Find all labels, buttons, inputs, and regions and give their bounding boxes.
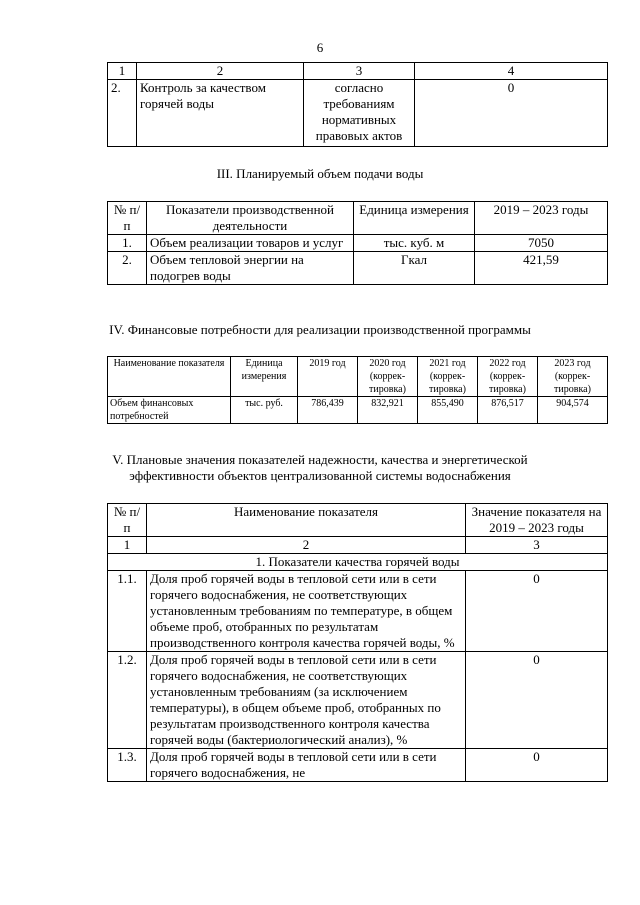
section-title: IV. Финансовые потребности для реализации производственной программы bbox=[109, 322, 531, 337]
row-value: 0 bbox=[466, 571, 608, 652]
header-cell: 2019 – 2023 годы bbox=[475, 202, 608, 235]
row-value: 0 bbox=[466, 749, 608, 782]
page-number: 6 bbox=[316, 40, 324, 55]
table-header-row bbox=[108, 63, 608, 80]
table-financial-needs bbox=[107, 356, 608, 424]
header-cell: № п/п bbox=[108, 504, 147, 537]
table-indicators bbox=[107, 503, 608, 782]
header-cell: 2019 год bbox=[298, 357, 358, 397]
row-name: Доля проб горячей воды в тепловой сети или в сети горячего водоснабжения, не соответствующих установленным требованиям (за исключением температуры), в общем объеме проб, отобранных по результатам производственного контроля качества горячей воды (бактериологический анализ), % bbox=[147, 652, 466, 749]
row-value: 0 bbox=[466, 652, 608, 749]
row-value: 876,517 bbox=[478, 397, 538, 424]
column-number: 3 bbox=[466, 537, 608, 554]
table-quality-control bbox=[107, 62, 608, 147]
table-row bbox=[108, 571, 608, 652]
section-title-line: эффективности объектов централизованной системы водоснабжения bbox=[129, 468, 511, 483]
header-cell: 1 bbox=[108, 63, 137, 80]
row-unit: тыс. руб. bbox=[231, 397, 298, 424]
header-cell: 4 bbox=[415, 63, 608, 80]
header-cell: Единица измерения bbox=[231, 357, 298, 397]
column-number: 1 bbox=[108, 537, 147, 554]
row-unit: тыс. куб. м bbox=[354, 235, 475, 252]
row-value: 421,59 bbox=[475, 252, 608, 285]
row-unit: Гкал bbox=[354, 252, 475, 285]
row-name: Объем финансовых потребностей bbox=[108, 397, 231, 424]
section-title: III. Планируемый объем подачи воды bbox=[216, 166, 424, 181]
row-name: Контроль за качеством горячей воды bbox=[137, 80, 304, 147]
table-header-row bbox=[108, 504, 608, 537]
header-cell: Значение показателя на 2019 – 2023 годы bbox=[466, 504, 608, 537]
table-row bbox=[108, 749, 608, 782]
row-name: Доля проб горячей воды в тепловой сети или в сети горячего водоснабжения, не соответствующих установленным требованиям по температуре, в общем объеме проб, отобранных по результатам производственного контроля качества горячей воды, % bbox=[147, 571, 466, 652]
table-header-row bbox=[108, 357, 608, 397]
section-title-line: V. Плановые значения показателей надежности, качества и энергетической bbox=[112, 452, 528, 467]
row-value: 904,574 bbox=[538, 397, 608, 424]
table-row bbox=[108, 652, 608, 749]
row-name: Объем тепловой энергии на подогрев воды bbox=[147, 252, 354, 285]
column-number: 2 bbox=[147, 537, 466, 554]
row-value: 832,921 bbox=[358, 397, 418, 424]
row-value: 855,490 bbox=[418, 397, 478, 424]
table-header-row bbox=[108, 202, 608, 235]
table-row bbox=[108, 252, 608, 285]
header-cell: Показатели производственной деятельности bbox=[147, 202, 354, 235]
table-row bbox=[108, 80, 608, 147]
row-number: 1. bbox=[108, 235, 147, 252]
header-cell: № п/п bbox=[108, 202, 147, 235]
subsection-row bbox=[108, 554, 608, 571]
row-number: 2. bbox=[108, 252, 147, 285]
row-number: 1.1. bbox=[108, 571, 147, 652]
table-water-volume bbox=[107, 201, 608, 285]
row-number: 1.2. bbox=[108, 652, 147, 749]
table-row bbox=[108, 397, 608, 424]
header-cell: 2 bbox=[137, 63, 304, 80]
row-value: 7050 bbox=[475, 235, 608, 252]
header-cell: 2020 год (коррек- тировка) bbox=[358, 357, 418, 397]
row-number: 2. bbox=[108, 80, 137, 147]
table-row bbox=[108, 235, 608, 252]
row-name: Объем реализации товаров и услуг bbox=[147, 235, 354, 252]
row-basis: согласно требованиям нормативных правовых актов bbox=[304, 80, 415, 147]
header-cell: 2021 год (коррек- тировка) bbox=[418, 357, 478, 397]
header-cell: Наименование показателя bbox=[147, 504, 466, 537]
header-cell: 3 bbox=[304, 63, 415, 80]
row-number: 1.3. bbox=[108, 749, 147, 782]
table-number-row bbox=[108, 537, 608, 554]
header-cell: 2023 год (коррек- тировка) bbox=[538, 357, 608, 397]
row-value: 0 bbox=[415, 80, 608, 147]
subsection-title: 1. Показатели качества горячей воды bbox=[108, 554, 608, 571]
row-name: Доля проб горячей воды в тепловой сети или в сети горячего водоснабжения, не bbox=[147, 749, 466, 782]
row-value: 786,439 bbox=[298, 397, 358, 424]
header-cell: Единица измерения bbox=[354, 202, 475, 235]
header-cell: 2022 год (коррек- тировка) bbox=[478, 357, 538, 397]
header-cell: Наименование показателя bbox=[108, 357, 231, 397]
